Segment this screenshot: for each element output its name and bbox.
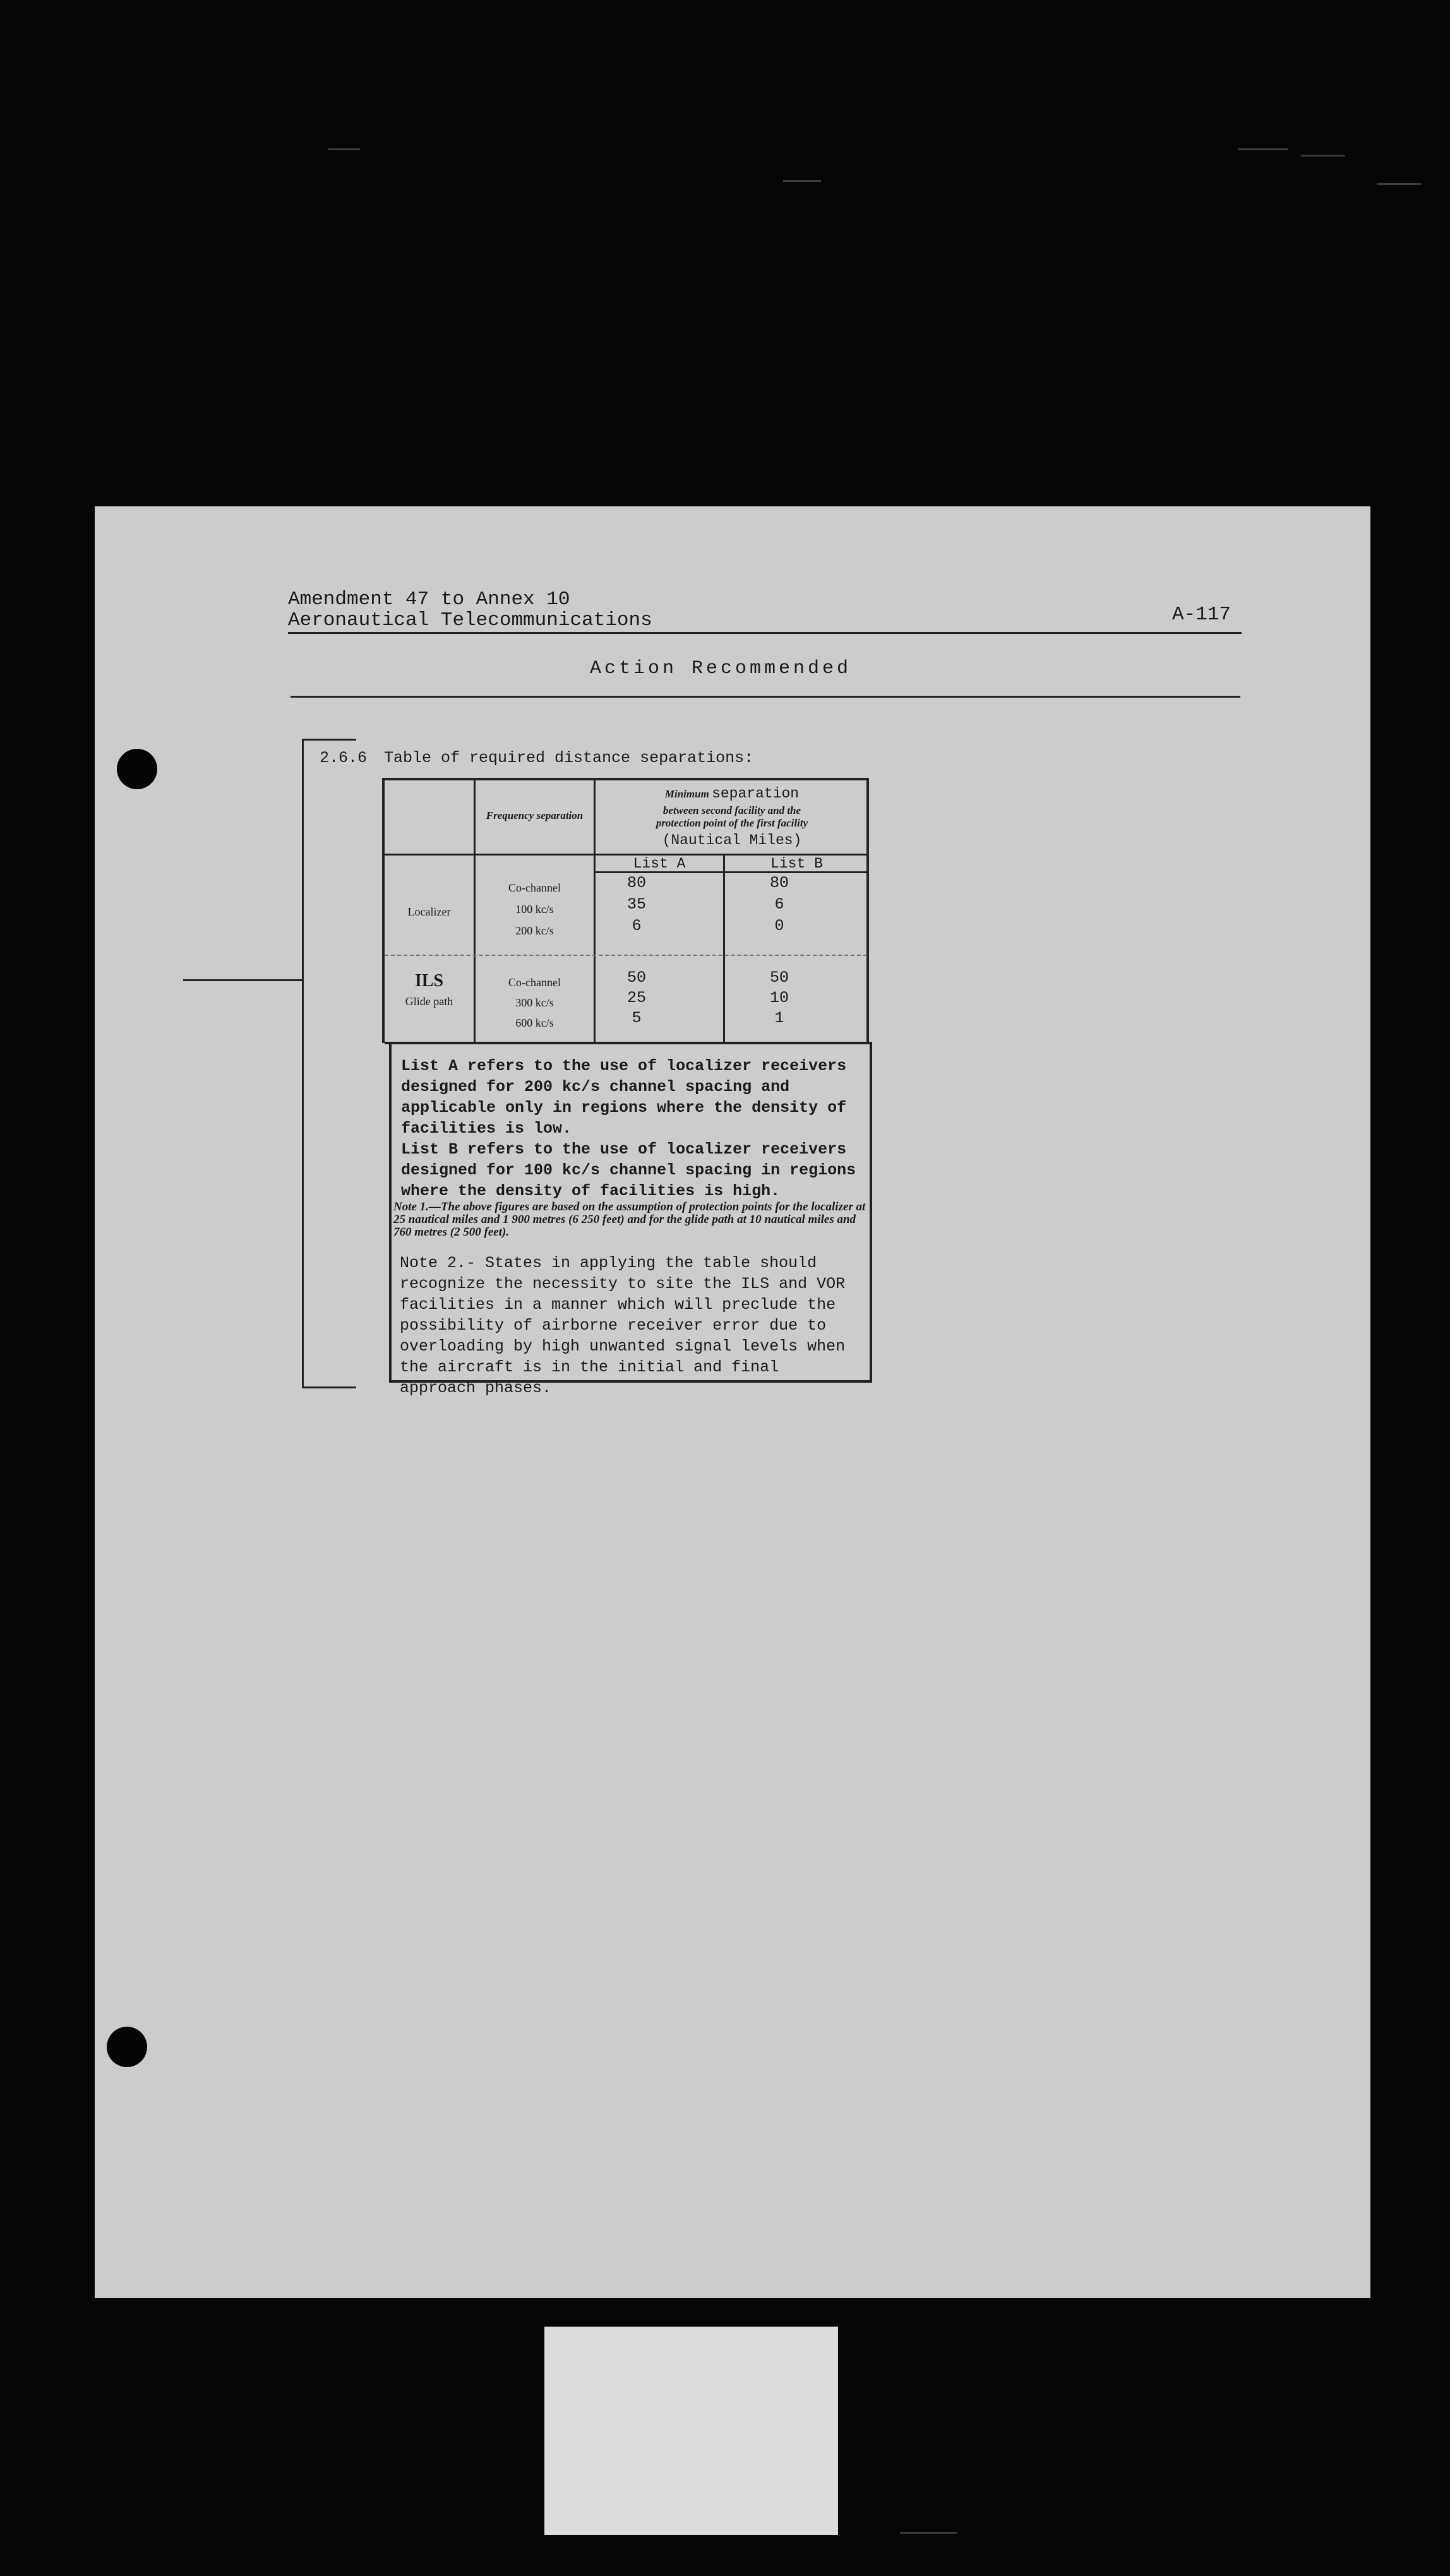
- freq-cell: 100 kc/s: [515, 903, 554, 915]
- punch-hole-top: [117, 749, 157, 789]
- note-list-a: List A refers to the use of localizer receivers designed for 200 kc/s channel spacing and applicable only in regions where the density of facilities is low.: [401, 1057, 847, 1138]
- page-number: A-117: [1172, 604, 1231, 626]
- list-a-value: 6: [632, 917, 642, 935]
- list-a-value: 25: [626, 989, 646, 1007]
- freq-cell: 600 kc/s: [515, 1017, 554, 1029]
- list-b-value: 50: [769, 969, 789, 987]
- list-b-value: 80: [769, 874, 789, 892]
- separation-table: [382, 778, 872, 1397]
- header-rule: [288, 632, 1242, 634]
- col-header-min-sep-label: [596, 785, 868, 802]
- header-document-title: Aeronautical Telecommunications: [288, 609, 652, 631]
- scan-artifact: [1377, 183, 1421, 185]
- section-title: Action Recommended: [590, 658, 852, 679]
- section-heading: Table of required distance separations:: [384, 749, 754, 767]
- group-name-localizer: Localizer: [407, 905, 451, 918]
- col-header-separation: separation: [712, 785, 800, 802]
- list-b-value: 6: [774, 895, 784, 914]
- margin-bracket-top: [302, 739, 356, 741]
- margin-bracket-tick: [183, 979, 302, 981]
- list-a-value: 80: [626, 874, 646, 892]
- col-header-list-a: List A: [633, 856, 686, 872]
- col-header-minimum: Minimum: [664, 788, 709, 800]
- table-border: [382, 778, 868, 780]
- col-header-units: (Nautical Miles): [662, 832, 802, 849]
- table-border: [870, 1042, 872, 1381]
- scan-artifact: [328, 148, 360, 150]
- freq-cell: 300 kc/s: [515, 996, 554, 1009]
- group-divider: [385, 955, 867, 956]
- list-a-value: 50: [626, 969, 646, 987]
- group-name-glide-path: Glide path: [405, 995, 453, 1008]
- note-2: Note 2.- States in applying the table should recognize the necessity to site the ILS and VOR facilities in a manner which will preclude the possibility of airborne receiver error due to overloading by high unwanted signal levels when the aircraft is in the initial and final approach phases.: [400, 1254, 846, 1397]
- table-border: [385, 1042, 872, 1044]
- note-list-b: List B refers to the use of localizer receivers designed for 100 kc/s channel spacing in regions where the density of facilities is high.: [401, 1140, 856, 1200]
- film-slip: [544, 2327, 838, 2535]
- group-name-ils: ILS: [414, 971, 444, 991]
- list-b-value: 0: [774, 917, 784, 935]
- scan-artifact: [1238, 148, 1288, 150]
- list-a-value: 35: [626, 895, 646, 914]
- punch-hole-bottom: [107, 2027, 147, 2067]
- list-b-value: 1: [774, 1009, 784, 1027]
- scan-artifact: [1301, 155, 1345, 157]
- freq-cell: Co-channel: [508, 976, 561, 989]
- freq-cell: Co-channel: [508, 881, 561, 894]
- col-header-list-b: List B: [770, 856, 823, 872]
- header-amendment: Amendment 47 to Annex 10: [288, 588, 570, 611]
- col-header-frequency: Frequency separation: [486, 809, 584, 821]
- col-header-min-sep-line3: protection point of the first facility: [656, 817, 808, 829]
- table-border: [389, 1042, 392, 1383]
- margin-bracket: [302, 739, 304, 1388]
- scan-artifact: [783, 180, 821, 182]
- title-rule: [291, 696, 1240, 698]
- note-1: Note 1.—The above figures are based on the assumption of protection points for the localizer at 25 nautical miles and 1 900 metres (6 250 feet) and for the glide path at 10 nautical miles and 760 metres (2 500 feet).: [393, 1200, 866, 1239]
- margin-bracket-bottom: [302, 1386, 356, 1388]
- document-page: [95, 506, 1370, 2298]
- scan-artifact: [900, 2532, 957, 2534]
- freq-cell: 200 kc/s: [515, 924, 554, 937]
- section-number: 2.6.6: [320, 749, 368, 767]
- col-header-min-sep-line2: between second facility and the: [662, 804, 801, 816]
- list-b-value: 10: [769, 989, 789, 1007]
- list-a-value: 5: [632, 1009, 642, 1027]
